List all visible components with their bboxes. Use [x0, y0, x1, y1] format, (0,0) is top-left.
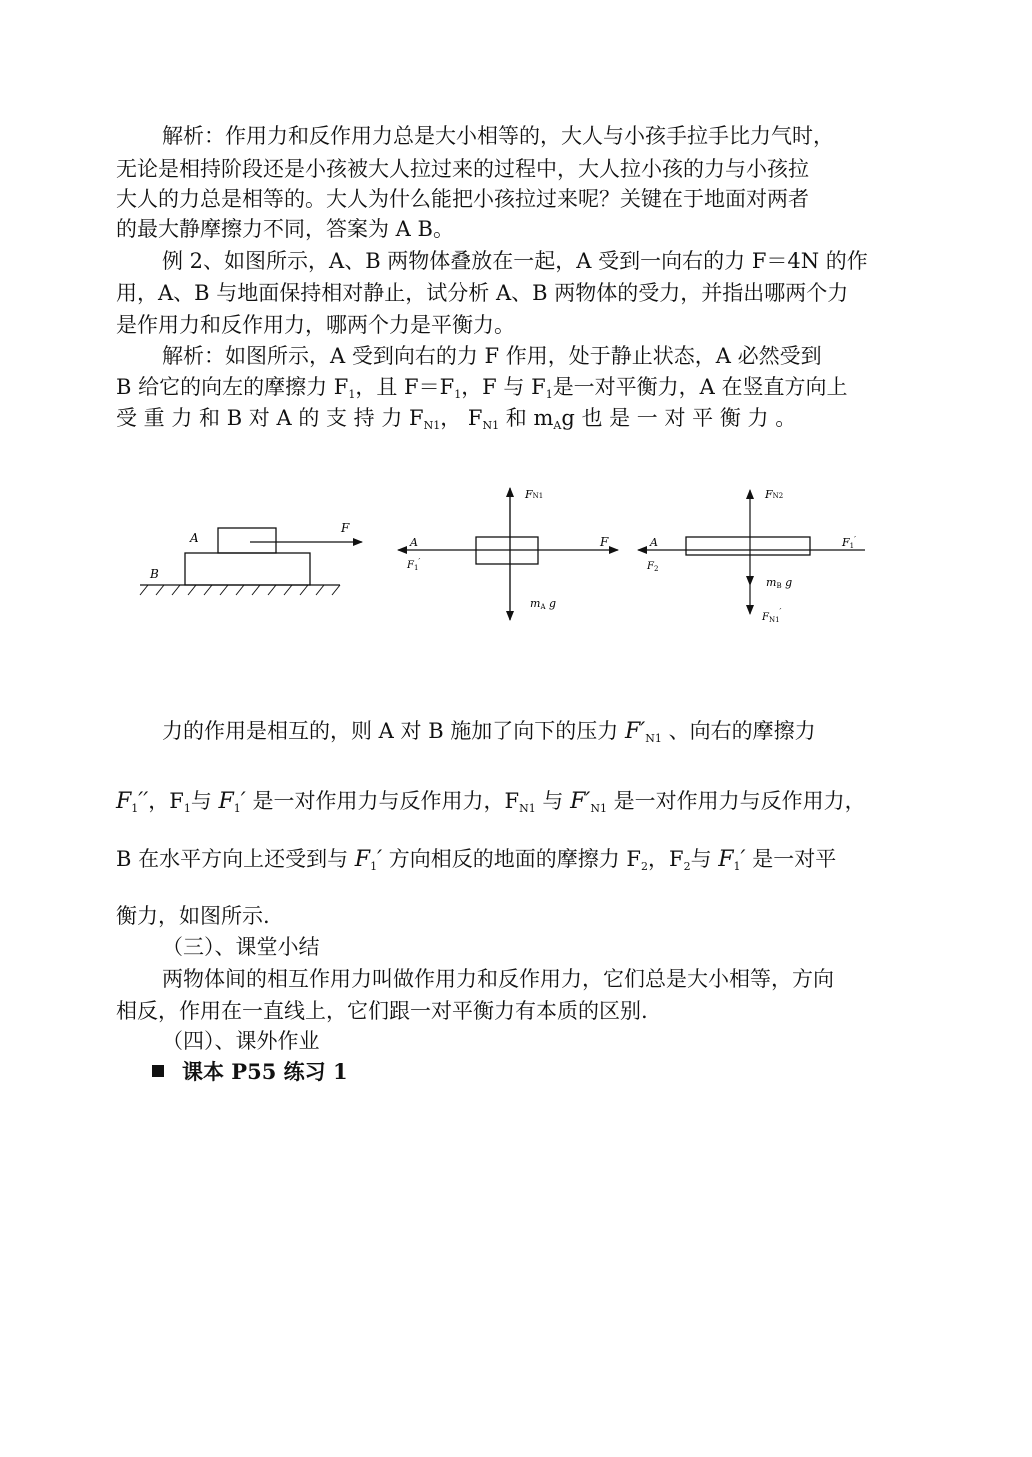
text: 和 m [505, 406, 554, 430]
label-a-3: A [650, 536, 658, 549]
math-f1-prime: $F_1'$ [218, 789, 246, 815]
subscript: 1 [183, 802, 191, 815]
text: 与 [190, 789, 212, 813]
text: 课本 P55 练习 1 [182, 1059, 348, 1084]
text: 受 重 力 和 B 对 A 的 支 持 力 F [116, 406, 424, 430]
math-fn1-prime-2: $F'_{N1}$ [570, 789, 607, 815]
text: g 也 是 一 对 平 衡 力 。 [561, 406, 797, 430]
text: ，F 与 F [461, 375, 546, 399]
paragraph-interaction-line-2 [116, 785, 926, 825]
label-fn2: FN2 [765, 488, 784, 501]
text: ， F [440, 406, 483, 430]
label-b: B [150, 567, 159, 581]
subscript: 2 [641, 860, 648, 873]
math-f1-prime-3: $F_1'$ [718, 847, 746, 873]
text: 相反，作用在一直线上，它们跟一对平衡力有本质的区别. [116, 999, 648, 1023]
heading-summary [116, 931, 926, 963]
block-b [185, 553, 310, 585]
paragraph-analysis-1-line-2 [116, 153, 926, 185]
subscript: A [553, 419, 562, 432]
paragraph-example-2-line-1 [116, 245, 926, 277]
paragraph-analysis-2-line-3 [116, 402, 926, 442]
subscript: 2 [683, 860, 691, 873]
text: 是一对平 [752, 847, 837, 871]
label-f2: $F_2$ [647, 561, 659, 573]
figure-stacked-blocks [140, 521, 362, 595]
square-bullet-icon [152, 1065, 164, 1077]
paragraph-interaction-line-1 [116, 715, 926, 755]
text: ，F [648, 847, 684, 871]
label-f-2: F [600, 535, 609, 549]
paragraph-analysis-1-line-1 [116, 120, 926, 152]
figure-free-body-a [398, 488, 618, 620]
math-f1-double-prime: $F_1''$ [116, 789, 149, 815]
paragraph-analysis-1-line-3 [116, 183, 926, 215]
label-fn1-prime: $F_{N1}'$ [762, 607, 782, 624]
text: （四）、课外作业 [162, 1029, 320, 1053]
text: 、向右的摩擦力 [668, 719, 816, 743]
text: 例 2、如图所示，A、B 两物体叠放在一起，A 受到一向右的力 F＝4N 的作 [162, 249, 868, 273]
subscript: N1 [423, 419, 441, 432]
text: 与 [690, 847, 712, 871]
label-f1-prime-b: F1′ [842, 535, 856, 550]
text: 衡力，如图所示. [116, 904, 270, 928]
math-fn1-prime: $F'_{N1}$ [625, 719, 662, 745]
text: 的最大静摩擦力不同，答案为 A B。 [116, 217, 454, 241]
subscript: N1 [519, 802, 536, 815]
text: 是一对作用力与反作用力， [613, 789, 866, 813]
heading-homework [116, 1025, 926, 1057]
label-a-2: A [410, 536, 418, 549]
text: 与 [542, 789, 564, 813]
text: 两物体间的相互作用力叫做作用力和反作用力，它们总是大小相等，方向 [162, 967, 834, 991]
text: 解析：作用力和反作用力总是大小相等的，大人与小孩手拉手比力气时， [162, 124, 834, 148]
text: 是一对作用力与反作用力，F [252, 789, 520, 813]
text: 方向相反的地面的摩擦力 F [388, 847, 641, 871]
text: 大人的力总是相等的。大人为什么能把小孩拉过来呢？关键在于地面对两者 [116, 187, 809, 211]
label-mbg: mB g [766, 576, 793, 590]
label-a: A [190, 531, 199, 545]
subscript: 1 [348, 388, 356, 401]
text: 用，A、B 与地面保持相对静止，试分析 A、B 两物体的受力，并指出哪两个力 [116, 281, 849, 305]
paragraph-analysis-1-line-4 [116, 213, 926, 245]
label-mag: mA g [530, 597, 557, 611]
text: 是作用力和反作用力，哪两个力是平衡力。 [116, 313, 515, 337]
text: ，且 F＝F [355, 375, 455, 399]
label-f1-prime: $F_1'$ [407, 557, 421, 572]
force-diagram [130, 480, 856, 640]
block-b-free [686, 537, 810, 555]
paragraph-summary-line-2 [116, 995, 926, 1027]
text: 是一对平衡力，A 在竖直方向上 [552, 375, 848, 399]
text: 无论是相持阶段还是小孩被大人拉过来的过程中，大人拉小孩的力与小孩拉 [116, 157, 809, 181]
subscript: N1 [482, 419, 500, 432]
math-f1-prime-2: $F_1'$ [354, 847, 383, 873]
ground-hatching [140, 585, 340, 595]
subscript: 1 [545, 388, 553, 401]
figure-free-body-b [638, 488, 865, 624]
text: B 给它的向左的摩擦力 F [116, 375, 349, 399]
text: 力的作用是相互的，则 A 对 B 施加了向下的压力 [162, 719, 619, 743]
paragraph-example-2-line-3 [116, 309, 926, 341]
paragraph-example-2-line-2 [116, 277, 926, 309]
label-f: F [341, 521, 350, 535]
label-fn1: FN1 [525, 488, 544, 501]
block-a [218, 528, 276, 553]
text: ，F [148, 789, 184, 813]
bullet-homework-item [152, 1056, 962, 1088]
text: B 在水平方向上还受到与 [116, 847, 349, 871]
text: 解析：如图所示，A 受到向右的力 F 作用，处于静止状态，A 必然受到 [162, 344, 822, 368]
text: （三）、课堂小结 [162, 935, 320, 959]
paragraph-interaction-line-3 [116, 843, 926, 883]
subscript: 1 [454, 388, 462, 401]
paragraph-analysis-2-line-1 [116, 340, 926, 372]
paragraph-summary-line-1 [116, 963, 926, 995]
paragraph-interaction-line-4 [116, 900, 926, 932]
